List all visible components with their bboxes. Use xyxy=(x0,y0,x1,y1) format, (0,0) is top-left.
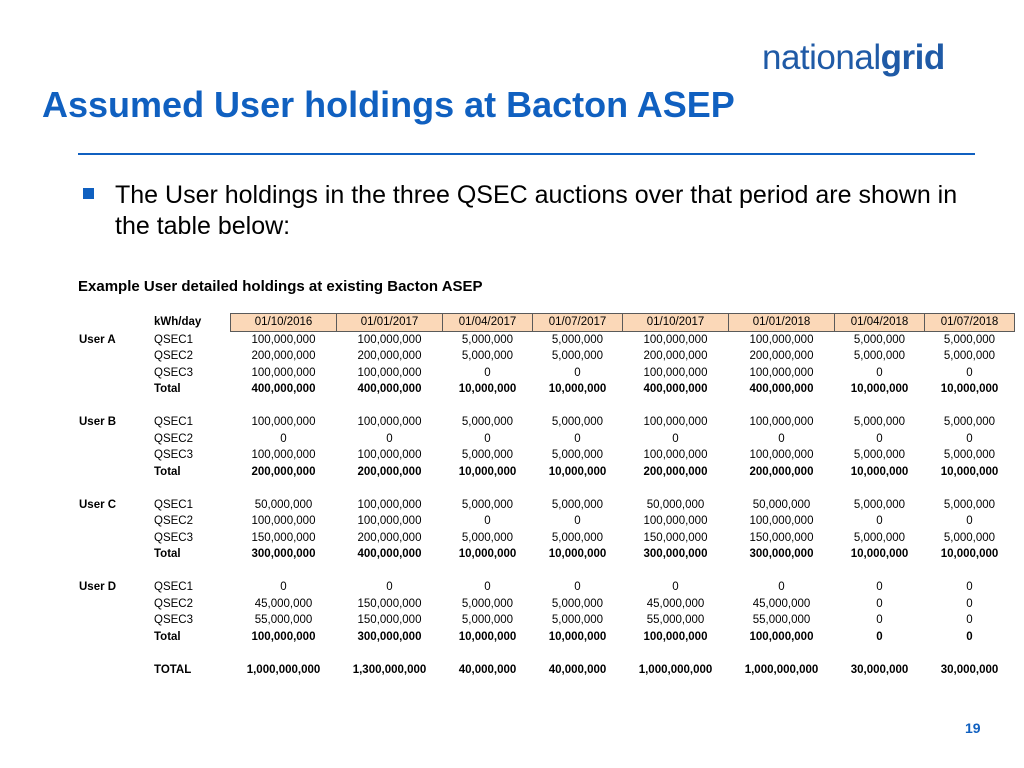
user-name: User C xyxy=(79,498,117,511)
user-name xyxy=(77,513,152,530)
value-cell: 5,000,000 xyxy=(461,597,514,610)
user-total-row xyxy=(77,381,1015,398)
value-cell: 45,000,000 xyxy=(646,597,705,610)
value-cell: 10,000,000 xyxy=(850,383,909,396)
table-caption: Example User detailed holdings at existing Bacton ASEP xyxy=(78,278,483,295)
user-name: User A xyxy=(79,333,116,346)
date-header: 01/10/2016 xyxy=(231,314,337,332)
value-cell: 1,000,000,000 xyxy=(246,663,321,676)
value-cell: 5,000,000 xyxy=(551,498,604,511)
value-cell: 5,000,000 xyxy=(943,498,996,511)
logo-text-national: national xyxy=(762,38,881,77)
value-cell: 100,000,000 xyxy=(749,630,814,643)
value-cell: 100,000,000 xyxy=(643,416,708,429)
value-cell: 0 xyxy=(966,581,973,594)
row-label xyxy=(152,645,231,662)
value-cell: 5,000,000 xyxy=(551,416,604,429)
value-cell: 5,000,000 xyxy=(853,531,906,544)
row-label: QSEC1 xyxy=(154,416,193,429)
value-cell: 5,000,000 xyxy=(551,531,604,544)
value-cell: 300,000,000 xyxy=(749,548,814,561)
value-cell xyxy=(337,398,443,415)
user-name xyxy=(77,480,152,497)
value-cell: 400,000,000 xyxy=(643,383,708,396)
value-cell: 5,000,000 xyxy=(551,350,604,363)
value-cell xyxy=(533,398,623,415)
value-cell: 10,000,000 xyxy=(458,630,517,643)
table-row xyxy=(77,596,1015,613)
value-cell: 0 xyxy=(484,581,491,594)
value-cell: 0 xyxy=(966,432,973,445)
value-cell: 1,000,000,000 xyxy=(638,663,713,676)
value-cell: 10,000,000 xyxy=(548,548,607,561)
value-cell xyxy=(443,398,533,415)
row-label: QSEC2 xyxy=(154,432,193,445)
row-label: QSEC2 xyxy=(154,597,193,610)
value-cell xyxy=(729,398,835,415)
value-cell: 1,300,000,000 xyxy=(352,663,427,676)
value-cell xyxy=(231,563,337,580)
value-cell: 5,000,000 xyxy=(853,416,906,429)
value-cell: 200,000,000 xyxy=(357,465,422,478)
value-cell: 150,000,000 xyxy=(643,531,708,544)
table-row xyxy=(77,365,1015,382)
value-cell: 0 xyxy=(484,432,491,445)
slide-title: Assumed User holdings at Bacton ASEP xyxy=(42,84,735,125)
row-label: QSEC2 xyxy=(154,350,193,363)
value-cell: 200,000,000 xyxy=(749,465,814,478)
value-cell xyxy=(835,563,925,580)
value-cell: 5,000,000 xyxy=(943,531,996,544)
value-cell: 150,000,000 xyxy=(357,614,422,627)
user-total-row xyxy=(77,629,1015,646)
value-cell: 0 xyxy=(876,581,883,594)
value-cell: 5,000,000 xyxy=(461,498,514,511)
value-cell: 0 xyxy=(876,515,883,528)
table-row xyxy=(77,431,1015,448)
value-cell: 150,000,000 xyxy=(749,531,814,544)
value-cell: 0 xyxy=(876,597,883,610)
value-cell: 10,000,000 xyxy=(458,465,517,478)
value-cell: 100,000,000 xyxy=(357,416,422,429)
table-row xyxy=(77,612,1015,629)
value-cell: 150,000,000 xyxy=(357,597,422,610)
value-cell: 0 xyxy=(386,581,393,594)
row-label: QSEC1 xyxy=(154,498,193,511)
value-cell: 1,000,000,000 xyxy=(744,663,819,676)
value-cell xyxy=(231,398,337,415)
value-cell: 400,000,000 xyxy=(357,548,422,561)
value-cell: 100,000,000 xyxy=(251,515,316,528)
bullet-text: The User holdings in the three QSEC auctions over that period are shown in the table below: xyxy=(115,181,958,240)
value-cell: 45,000,000 xyxy=(752,597,811,610)
value-cell xyxy=(231,480,337,497)
value-cell: 5,000,000 xyxy=(461,614,514,627)
value-cell: 400,000,000 xyxy=(749,383,814,396)
value-cell: 400,000,000 xyxy=(357,383,422,396)
table-row xyxy=(77,497,1015,514)
user-name xyxy=(77,464,152,481)
user-name: User D xyxy=(79,581,117,594)
value-cell: 100,000,000 xyxy=(643,449,708,462)
table-row xyxy=(77,513,1015,530)
user-name xyxy=(77,612,152,629)
value-cell: 150,000,000 xyxy=(251,531,316,544)
value-cell: 100,000,000 xyxy=(251,366,316,379)
value-cell: 10,000,000 xyxy=(850,548,909,561)
row-label: QSEC3 xyxy=(154,366,193,379)
row-label: QSEC3 xyxy=(154,449,193,462)
value-cell: 50,000,000 xyxy=(752,498,811,511)
title-divider xyxy=(78,153,975,155)
value-cell: 0 xyxy=(574,581,581,594)
value-cell xyxy=(443,563,533,580)
value-cell: 10,000,000 xyxy=(548,630,607,643)
value-cell xyxy=(925,563,1015,580)
value-cell: 0 xyxy=(966,597,973,610)
holdings-table xyxy=(77,313,1015,678)
row-label xyxy=(152,398,231,415)
value-cell: 0 xyxy=(484,515,491,528)
table-row xyxy=(77,530,1015,547)
spacer-row xyxy=(77,398,1015,415)
user-name xyxy=(77,365,152,382)
value-cell xyxy=(443,480,533,497)
value-cell xyxy=(835,480,925,497)
value-cell: 100,000,000 xyxy=(357,498,422,511)
value-cell: 5,000,000 xyxy=(551,333,604,346)
value-cell: 0 xyxy=(280,432,287,445)
value-cell: 10,000,000 xyxy=(458,548,517,561)
value-cell: 100,000,000 xyxy=(749,333,814,346)
value-cell: 5,000,000 xyxy=(551,449,604,462)
value-cell: 40,000,000 xyxy=(458,663,517,676)
value-cell xyxy=(729,563,835,580)
value-cell: 200,000,000 xyxy=(643,350,708,363)
date-header: 01/01/2017 xyxy=(337,314,443,332)
value-cell: 0 xyxy=(966,515,973,528)
value-cell: 100,000,000 xyxy=(357,449,422,462)
value-cell: 5,000,000 xyxy=(461,350,514,363)
value-cell: 100,000,000 xyxy=(749,515,814,528)
value-cell: 100,000,000 xyxy=(643,515,708,528)
value-cell: 100,000,000 xyxy=(643,630,708,643)
value-cell: 400,000,000 xyxy=(251,383,316,396)
row-label: TOTAL xyxy=(154,663,192,676)
value-cell: 55,000,000 xyxy=(254,614,313,627)
row-label xyxy=(152,480,231,497)
table-row xyxy=(77,348,1015,365)
value-cell: 10,000,000 xyxy=(548,383,607,396)
value-cell: 0 xyxy=(966,630,973,643)
value-cell: 0 xyxy=(876,614,883,627)
value-cell: 5,000,000 xyxy=(461,333,514,346)
value-cell: 5,000,000 xyxy=(943,449,996,462)
row-label: QSEC3 xyxy=(154,531,193,544)
value-cell: 300,000,000 xyxy=(643,548,708,561)
value-cell: 5,000,000 xyxy=(853,449,906,462)
value-cell xyxy=(729,645,835,662)
value-cell: 100,000,000 xyxy=(749,449,814,462)
value-cell: 200,000,000 xyxy=(749,350,814,363)
value-cell xyxy=(337,480,443,497)
value-cell xyxy=(623,398,729,415)
value-cell: 200,000,000 xyxy=(357,350,422,363)
value-cell: 5,000,000 xyxy=(551,597,604,610)
user-name xyxy=(77,563,152,580)
unit-label: kWh/day xyxy=(154,316,202,329)
value-cell: 5,000,000 xyxy=(853,498,906,511)
value-cell: 10,000,000 xyxy=(458,383,517,396)
row-label: Total xyxy=(154,383,181,396)
value-cell: 50,000,000 xyxy=(254,498,313,511)
value-cell: 0 xyxy=(966,366,973,379)
value-cell: 300,000,000 xyxy=(357,630,422,643)
user-name xyxy=(77,530,152,547)
national-grid-logo xyxy=(762,38,945,78)
row-label: QSEC1 xyxy=(154,333,193,346)
value-cell: 100,000,000 xyxy=(749,366,814,379)
value-cell xyxy=(623,563,729,580)
value-cell xyxy=(533,480,623,497)
page-number: 19 xyxy=(965,720,981,736)
value-cell xyxy=(533,563,623,580)
value-cell: 5,000,000 xyxy=(551,614,604,627)
value-cell xyxy=(729,480,835,497)
value-cell: 10,000,000 xyxy=(940,383,999,396)
value-cell xyxy=(623,645,729,662)
value-cell: 40,000,000 xyxy=(548,663,607,676)
header-blank-cell xyxy=(77,314,152,332)
user-total-row xyxy=(77,464,1015,481)
value-cell xyxy=(533,645,623,662)
value-cell: 10,000,000 xyxy=(940,465,999,478)
user-name xyxy=(77,629,152,646)
value-cell: 5,000,000 xyxy=(943,333,996,346)
value-cell: 0 xyxy=(386,432,393,445)
value-cell: 5,000,000 xyxy=(461,416,514,429)
value-cell: 30,000,000 xyxy=(850,663,909,676)
date-header: 01/04/2018 xyxy=(835,314,925,332)
user-name xyxy=(77,596,152,613)
date-header: 01/10/2017 xyxy=(623,314,729,332)
user-total-row xyxy=(77,546,1015,563)
value-cell: 100,000,000 xyxy=(643,333,708,346)
user-name xyxy=(77,381,152,398)
header-row xyxy=(77,314,1015,332)
value-cell: 30,000,000 xyxy=(940,663,999,676)
date-header: 01/07/2017 xyxy=(533,314,623,332)
grand-total-row xyxy=(77,662,1015,679)
value-cell: 200,000,000 xyxy=(251,465,316,478)
value-cell: 55,000,000 xyxy=(646,614,705,627)
row-label: QSEC1 xyxy=(154,581,193,594)
value-cell: 0 xyxy=(672,432,679,445)
date-header: 01/01/2018 xyxy=(729,314,835,332)
value-cell: 100,000,000 xyxy=(643,366,708,379)
holdings-table-body xyxy=(77,314,1015,679)
user-name xyxy=(77,398,152,415)
value-cell: 0 xyxy=(574,515,581,528)
date-header: 01/07/2018 xyxy=(925,314,1015,332)
row-label: QSEC3 xyxy=(154,614,193,627)
value-cell xyxy=(623,480,729,497)
value-cell: 100,000,000 xyxy=(251,630,316,643)
value-cell xyxy=(835,398,925,415)
value-cell: 0 xyxy=(966,614,973,627)
value-cell: 55,000,000 xyxy=(752,614,811,627)
logo-text-grid: grid xyxy=(880,38,945,77)
row-label: QSEC2 xyxy=(154,515,193,528)
spacer-row xyxy=(77,645,1015,662)
table-row xyxy=(77,447,1015,464)
value-cell: 5,000,000 xyxy=(461,531,514,544)
spacer-row xyxy=(77,480,1015,497)
value-cell xyxy=(443,645,533,662)
value-cell: 0 xyxy=(574,366,581,379)
user-name xyxy=(77,662,152,679)
value-cell: 50,000,000 xyxy=(646,498,705,511)
value-cell: 0 xyxy=(280,581,287,594)
value-cell xyxy=(337,563,443,580)
value-cell: 10,000,000 xyxy=(940,548,999,561)
value-cell: 0 xyxy=(778,581,785,594)
value-cell: 200,000,000 xyxy=(643,465,708,478)
table-row xyxy=(77,331,1015,348)
value-cell: 100,000,000 xyxy=(357,333,422,346)
value-cell: 100,000,000 xyxy=(251,333,316,346)
value-cell: 0 xyxy=(876,630,883,643)
value-cell xyxy=(925,480,1015,497)
value-cell: 0 xyxy=(672,581,679,594)
square-bullet-icon xyxy=(83,188,94,199)
value-cell: 0 xyxy=(876,432,883,445)
value-cell xyxy=(835,645,925,662)
value-cell: 10,000,000 xyxy=(548,465,607,478)
value-cell: 200,000,000 xyxy=(251,350,316,363)
value-cell xyxy=(337,645,443,662)
value-cell: 5,000,000 xyxy=(853,350,906,363)
value-cell xyxy=(231,645,337,662)
value-cell: 0 xyxy=(876,366,883,379)
row-label: Total xyxy=(154,548,181,561)
value-cell: 10,000,000 xyxy=(850,465,909,478)
value-cell: 5,000,000 xyxy=(943,416,996,429)
value-cell: 100,000,000 xyxy=(251,416,316,429)
value-cell: 100,000,000 xyxy=(357,366,422,379)
value-cell: 300,000,000 xyxy=(251,548,316,561)
date-header: 01/04/2017 xyxy=(443,314,533,332)
value-cell: 0 xyxy=(778,432,785,445)
row-label: Total xyxy=(154,465,181,478)
user-name xyxy=(77,645,152,662)
value-cell: 45,000,000 xyxy=(254,597,313,610)
user-name xyxy=(77,447,152,464)
bullet-point xyxy=(83,180,983,242)
user-name: User B xyxy=(79,416,117,429)
value-cell: 200,000,000 xyxy=(357,531,422,544)
value-cell: 100,000,000 xyxy=(357,515,422,528)
spacer-row xyxy=(77,563,1015,580)
user-name xyxy=(77,546,152,563)
value-cell: 0 xyxy=(484,366,491,379)
value-cell: 5,000,000 xyxy=(853,333,906,346)
value-cell: 5,000,000 xyxy=(943,350,996,363)
row-label: Total xyxy=(154,630,181,643)
value-cell: 0 xyxy=(574,432,581,445)
value-cell: 100,000,000 xyxy=(749,416,814,429)
value-cell: 100,000,000 xyxy=(251,449,316,462)
table-row xyxy=(77,414,1015,431)
value-cell: 5,000,000 xyxy=(461,449,514,462)
row-label xyxy=(152,563,231,580)
value-cell xyxy=(925,645,1015,662)
value-cell xyxy=(925,398,1015,415)
table-row xyxy=(77,579,1015,596)
user-name xyxy=(77,431,152,448)
user-name xyxy=(77,348,152,365)
